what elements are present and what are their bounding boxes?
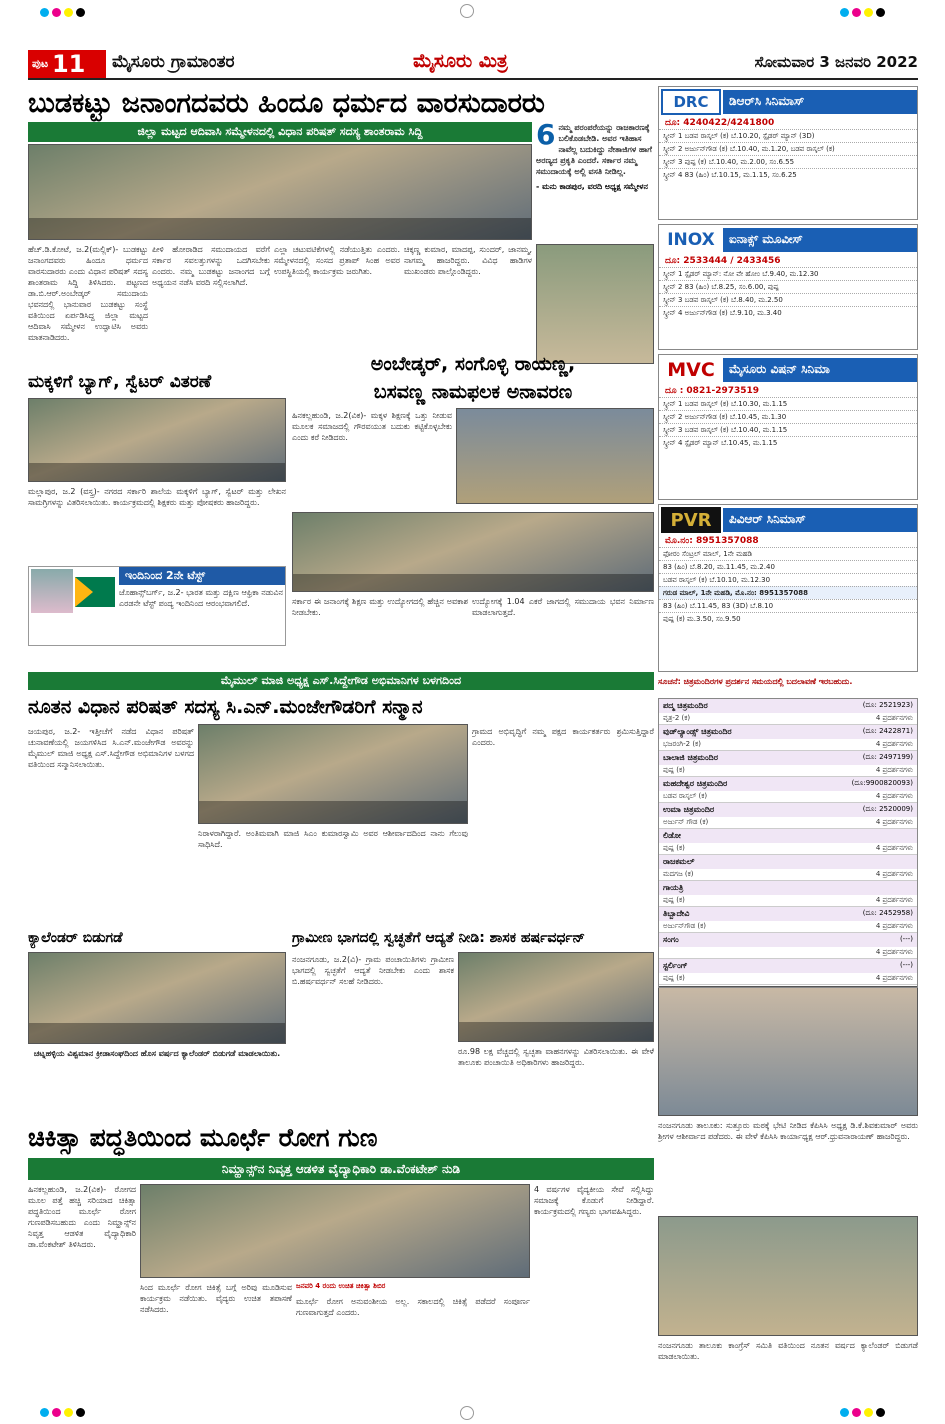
mvc-logo: MVC <box>667 359 715 381</box>
registration-target-icon <box>460 1406 474 1420</box>
cinema-box <box>658 86 918 220</box>
statue-photo <box>456 408 654 504</box>
theatre-phone: (---) <box>899 961 913 969</box>
issue-date: ಸೋಮವಾರ 3 ಜನವರಿ 2022 <box>754 53 918 71</box>
story-note: ಜನವರಿ 4 ರಂದು ಉಚಿತ ಚಿಕಿತ್ಸಾ ಶಿಬಿರ <box>296 1282 386 1290</box>
show-count: 4 ಪ್ರದರ್ಶನಗಳು <box>875 948 913 956</box>
show-count: 4 ಪ್ರದರ್ಶನಗಳು <box>875 714 913 722</box>
showtime-row: ಫೋರಂ ಸೆಂಟ್ರಲ್ ಮಾಲ್, 1ನೇ ಮಹಡಿ <box>659 547 917 560</box>
movie-name: ಅರ್ಜುನ್ ಗೌಡ (ಕ) <box>663 818 709 826</box>
health-camp-photo <box>140 1184 530 1278</box>
photo-caption: ನಂಜನಗೂಡು ತಾಲೂಕು ಕಾಂಗ್ರೆಸ್ ಸಮಿತಿ ವತಿಯಿಂದ ನೂತನ ವರ್ಷದ ಕ್ಯಾಲೆಂಡರ್ ಬಿಡುಗಡೆ ಮಾಡಲಾಯಿತು. <box>658 1341 918 1361</box>
show-count: 4 ಪ್ರದರ್ಶನಗಳು <box>875 844 913 852</box>
story-body: ಸರ್ಕಾರ ಈ ಜನಾಂಗಕ್ಕೆ ಶಿಕ್ಷಣ ಮತ್ತು ಉದ್ಯೋಗದಲ್ಲಿ ಹೆಚ್ಚಿನ ಅವಕಾಶ ನೀಡಬೇಕು. <box>292 597 468 617</box>
story-headline: ಬಸವಣ್ಣ ನಾಮಫಲಕ ಅನಾವರಣ <box>373 381 573 403</box>
section-title: ಮೈಸೂರು ಗ್ರಾಮಾಂತರ <box>112 52 235 72</box>
event-photo <box>536 244 654 364</box>
quote-author: - ಮನು ಕಾಡಪುರ, ವರದಿ ಅಧ್ಯಕ್ಷ ಸಮ್ಮೇಳನ <box>536 182 648 191</box>
show-count: 4 ಪ್ರದರ್ಶನಗಳು <box>875 974 913 982</box>
story-body: ಸಿಂದ ಮೂರ್ಛೆ ರೋಗ ಚಿಕಿತ್ಸೆ ಬಗ್ಗೆ ಅರಿವು ಮೂಡಿಸುವ ಕಾರ್ಯಕ್ರಮ ನಡೆಯಿತು. ವೈದ್ಯರು ಉಚಿತ ತಪಾಸಣೆ ನಡೆಸಿದರು. <box>140 1283 292 1314</box>
cinema-name: ಡಿಆರ್‌ಸಿ ಸಿನಿಮಾಸ್ <box>723 90 917 114</box>
theatre-list <box>658 698 918 988</box>
group-photo <box>292 512 654 592</box>
story-body: ಗ್ರಾಮದ ಅಭಿವೃದ್ಧಿಗೆ ನಮ್ಮ ಪಕ್ಷದ ಕಾರ್ಯಕರ್ತರು ಶ್ರಮಿಸುತ್ತಿದ್ದಾರೆ ಎಂದರು. <box>472 727 654 747</box>
page-number: 11 <box>51 50 86 78</box>
story-body: ಉದ್ಯೋಗಕ್ಕೆ 1.04 ಎಕರೆ ಜಾಗದಲ್ಲಿ ಸಮುದಾಯ ಭವನ ನಿರ್ಮಾಣ ಮಾಡಲಾಗುತ್ತದೆ. <box>472 597 654 617</box>
theatre-phone: (ದೂ: 2452958) <box>862 909 913 917</box>
theatre-phone: (---) <box>899 935 913 943</box>
story-headline: ಕ್ಯಾಲೆಂಡರ್ ಬಿಡುಗಡೆ <box>28 930 123 946</box>
masthead <box>28 48 918 80</box>
movie-name: ಪುಷ್ಪ (ಕ) <box>663 766 685 774</box>
cinema-name: ಮೈಸೂರು ವಿಷನ್ ಸಿನಿಮಾ <box>723 358 917 382</box>
page-label: ಪುಟ <box>32 57 49 70</box>
movie-name: ಅರ್ಜುನ್‌ಗೌಡ (ಕ) <box>663 922 707 930</box>
calendar-release-photo <box>28 952 286 1044</box>
theatre-phone: (ದೂ: 2521923) <box>862 701 913 709</box>
showtime-row: ಪುಷ್ಪ (ಕ) ಮ.3.50, ಸಂ.9.50 <box>659 612 917 625</box>
list-item <box>659 855 917 881</box>
theatre-name: ಮಹದೇಶ್ವರ ಚಿತ್ರಮಂದಿರ <box>663 779 728 788</box>
showtime-row: 83 (ಹಿಂ) ಬೆ.11.45, 83 (3D) ಬೆ.8.10 <box>659 599 917 612</box>
story-body: 4 ವರ್ಷಗಳ ವೈದ್ಯಕೀಯ ಸೇವೆ ಸಲ್ಲಿಸಿದ್ದು ಸಮಾಜಕ್ಕೆ ಕೊಡುಗೆ ನೀಡಿದ್ದಾರೆ. ಕಾರ್ಯಕ್ರಮದಲ್ಲಿ ಗಣ್ಯರು ಭಾಗವಹಿಸಿದ್ದರು. <box>534 1185 654 1216</box>
theatre-name: ತಿಬ್ಬಾದೇವಿ <box>663 909 690 918</box>
list-item <box>659 725 917 751</box>
color-registration-marks <box>40 1408 85 1417</box>
theatre-phone: (ದೂ: 2520009) <box>862 805 913 813</box>
list-item <box>659 751 917 777</box>
showtime-row: ಗರುಡ ಮಾಲ್, 1ನೇ ಮಹಡಿ, ಮೊ.ನಂ: 8951357088 <box>659 586 917 599</box>
story-body: ಜೊಹಾನ್ಸ್‌ಬರ್ಗ್, ಜ.2- ಭಾರತ ಮತ್ತು ದಕ್ಷಿಣ ಆಫ್ರಿಕಾ ನಡುವಿನ ಎರಡನೇ ಟೆಸ್ಟ್ ಪಂದ್ಯ ಇಂದಿನಿಂದ ಆರಂಭವಾಗಲಿದೆ. <box>119 588 283 608</box>
event-photo <box>28 144 532 240</box>
show-count: 4 ಪ್ರದರ್ಶನಗಳು <box>875 896 913 904</box>
theatre-phone: (ದೂ: 2422871) <box>862 727 913 735</box>
story-body: ಹಿನಕಲ್ಲಹುಂಡಿ, ಜ.2(ವಿಕ)- ಮಕ್ಕಳ ಶಿಕ್ಷಣಕ್ಕೆ ಒತ್ತು ನೀಡುವ ಮೂಲಕ ಸಮಾಜದಲ್ಲಿ ಗೌರವಯುತ ಬದುಕು ಕಟ್ಟಿಕೊಳ್ಳಬೇಕು ಎಂದು ಕರೆ ನೀಡಿದರು. <box>292 411 452 442</box>
theatre-name: ಲಿಡೋ <box>663 831 681 840</box>
story-body: ಹಿನಕಲ್ಲಹುಂಡಿ, ಜ.2(ವಿಕ)- ರೋಗದ ಮೂಲ ಪತ್ತೆ ಹಚ್ಚಿ ಸರಿಯಾದ ಚಿಕಿತ್ಸಾ ಪದ್ಧತಿಯಿಂದ ಮೂರ್ಛೆ ರೋಗ ಗುಣಪಡಿಸಬಹುದು ಎಂದು ನಿಮ್ಹಾನ್ಸ್‌ನ ನಿವೃತ್ತ ಆಡಳಿತ ವೈದ್ಯಾಧಿಕಾರಿ ಡಾ.ವೆಂಕಟೇಶ್ ತಿಳಿಸಿದರು. <box>28 1185 136 1249</box>
cinema-name: ಐನಾಕ್ಸ್ ಮೂವೀಸ್ <box>723 228 917 252</box>
students-photo <box>28 398 286 482</box>
pvr-logo: PVR <box>661 507 721 533</box>
theatre-name: ರಾಜಕಮಲ್ <box>663 857 695 866</box>
page-number-badge <box>28 50 106 78</box>
story-headline: ಚಿಕಿತ್ಸಾ ಪದ್ಧತಿಯಿಂದ ಮೂರ್ಛೆ ರೋಗ ಗುಣ <box>28 1123 378 1152</box>
cinema-phone: ದೂ: 2533444 / 2433456 <box>665 256 781 266</box>
movie-name: ಭಜರಂಗಿ-2 (ಕ) <box>663 740 701 748</box>
quote-text: ನಮ್ಮ ಪರಂಪರೆಯನ್ನು ರಾಜಕಾರಣಕ್ಕೆ ಬಲಿಕೊಡಬೇಡಿ. ಅವರ ಇತಿಹಾಸ ನಾವೆಲ್ಲ ಬದುಕಿದ್ದು ನೇತಾಜಿಗಳ ಹಾಗೆ ಅರಣ್ಯದ ಪ್ರಕೃತಿ ಎಂದರೆ. ಸರ್ಕಾರ ನಮ್ಮ ಸಮುದಾಯಕ್ಕೆ ಅಲ್ಲಿ ವಸತಿ ನೀಡಿಲ್ಲ. <box>536 123 652 176</box>
showtime-row: ಸ್ಕ್ರೀನ್ 2 ಅರ್ಜುನ್‌ಗೌಡ (ಕ) ಬೆ.10.40, ಮ.1.20, ಬಡವ ರಾಸ್ಕಲ್ (ಕ) <box>659 142 917 155</box>
showtime-row: ಸ್ಕ್ರೀನ್ 4 83 (ಹಿಂ) ಬೆ.10.15, ಮ.1.15, ಸಂ.6.25 <box>659 168 917 181</box>
cinema-box <box>658 504 918 672</box>
cinema-box <box>658 224 918 350</box>
quote-mark-icon: 6 <box>536 122 556 151</box>
movie-name: ಪುಷ್ಪ (ಕ) <box>663 844 685 852</box>
story-body: ನಂಜನಗೂಡು, ಜ.2(ವಿ)- ಗ್ರಾಮ ಪಂಚಾಯಿತಿಗಳು ಗ್ರಾಮೀಣ ಭಾಗದಲ್ಲಿ ಸ್ವಚ್ಛತೆಗೆ ಆದ್ಯತೆ ನೀಡಬೇಕು ಎಂದು ಶಾಸಕ ಬಿ.ಹರ್ಷವರ್ಧನ್ ಸಲಹೆ ನೀಡಿದರು. <box>292 955 454 986</box>
movie-name: ವೃತ್ರ-2 (ಕ) <box>663 714 691 722</box>
list-item <box>659 803 917 829</box>
color-registration-marks <box>40 8 85 17</box>
list-item <box>659 881 917 907</box>
story-body: ಜಯಪುರ, ಜ.2- ಇತ್ತೀಚೆಗೆ ನಡೆದ ವಿಧಾನ ಪರಿಷತ್ ಚುನಾವಣೆಯಲ್ಲಿ ಜಯಗಳಿಸಿದ ಸಿ.ಎನ್.ಮಂಜೇಗೌಡ ಅವರನ್ನು ಮೈಮುಲ್ ಮಾಜಿ ಅಧ್ಯಕ್ಷ ಎಸ್.ಸಿದ್ದೇಗೌಡ ಅಭಿಮಾನಿಗಳ ಬಳಗದ ವತಿಯಿಂದ ಸನ್ಮಾನಿಸಲಾಯಿತು. <box>28 727 194 769</box>
story-body: ರೂ.98 ಲಕ್ಷ ವೆಚ್ಚದಲ್ಲಿ ಸ್ವಚ್ಛತಾ ವಾಹನಗಳನ್ನು ವಿತರಿಸಲಾಯಿತು. ಈ ವೇಳೆ ತಾಲೂಕು ಪಂಚಾಯಿತಿ ಅಧಿಕಾರಿಗಳು ಹಾಜರಿದ್ದರು. <box>458 1047 654 1067</box>
show-count: 4 ಪ್ರದರ್ಶನಗಳು <box>875 870 913 878</box>
story-subhead-banner: ಜಿಲ್ಲಾ ಮಟ್ಟದ ಆದಿವಾಸಿ ಸಮ್ಮೇಳನದಲ್ಲಿ ವಿಧಾನ ಪರಿಷತ್ ಸದಸ್ಯ ಶಾಂತರಾಮ ಸಿದ್ದಿ <box>28 122 532 142</box>
south-africa-flag-icon <box>75 577 115 607</box>
notice-text: ಸೂಚನೆ: ಚಿತ್ರಮಂದಿರಗಳ ಪ್ರದರ್ಶನ ಸಮಯದಲ್ಲಿ ಬದಲಾವಣೆ ಇರಬಹುದು. <box>658 677 853 686</box>
newspaper-logo: ಮೈಸೂರು ಮಿತ್ರ <box>413 50 508 72</box>
list-item <box>659 959 917 985</box>
cinema-listings <box>658 86 918 1136</box>
player-photo <box>31 569 73 613</box>
registration-target-icon <box>460 4 474 18</box>
movie-name: ಪುಷ್ಪ (ಕ) <box>663 974 685 982</box>
showtime-row: ಸ್ಕ್ರೀನ್ 4 ಸ್ಪೈಡರ್ ಮ್ಯಾನ್ ಬೆ.10.45, ಮ.1.15 <box>659 436 917 449</box>
list-item <box>659 907 917 933</box>
showtime-row: ಸ್ಕ್ರೀನ್ 1 ಬಡವ ರಾಸ್ಕಲ್ (ಕ) ಬೆ.10.20, ಸ್ಪೈಡರ್ ಮ್ಯಾನ್ (3D) <box>659 129 917 142</box>
story-headline: ಗ್ರಾಮೀಣ ಭಾಗದಲ್ಲಿ ಸ್ವಚ್ಛತೆಗೆ ಆದ್ಯತೆ ನೀಡಿ: ಶಾಸಕ ಹರ್ಷವರ್ಧನ್ <box>292 930 585 946</box>
cinema-box <box>658 354 918 500</box>
showtime-row: ಸ್ಕ್ರೀನ್ 2 83 (ಹಿಂ) ಬೆ.8.25, ಸಂ.6.00, ಪುಷ್ಪ <box>659 280 917 293</box>
list-item <box>659 699 917 725</box>
theatre-name: ಬಾಲಾಜಿ ಚಿತ್ರಮಂದಿರ <box>663 753 718 762</box>
showtime-row: ಸ್ಕ್ರೀನ್ 3 ಬಡವ ರಾಸ್ಕಲ್ (ಕ) ಬೆ.8.40, ಮ.2.50 <box>659 293 917 306</box>
showtime-row: ಸ್ಕ್ರೀನ್ 3 ಬಡವ ರಾಸ್ಕಲ್ (ಕ) ಬೆ.10.40, ಮ.1.15 <box>659 423 917 436</box>
story-body: ಮಲ್ಲಾಪುರ, ಜ.2 (ವಸ್ತ್ರ)- ನಗರದ ಸರ್ಕಾರಿ ಶಾಲೆಯ ಮಕ್ಕಳಿಗೆ ಬ್ಯಾಗ್, ಸ್ವೆಟರ್ ಮತ್ತು ಲೇಖನ ಸಾಮಗ್ರಿಗಳನ್ನು ವಿತರಿಸಲಾಯಿತು. ಕಾರ್ಯಕ್ರಮದಲ್ಲಿ ಶಿಕ್ಷಕರು ಮತ್ತು ಪೋಷಕರು ಹಾಜರಿದ್ದರು. <box>28 487 286 507</box>
theatre-name: ಸ್ಟರ್ಲಿಂಗ್ <box>663 961 688 970</box>
color-registration-marks <box>840 1408 885 1417</box>
showtime-row: ಸ್ಕ್ರೀನ್ 1 ಸ್ಪೈಡರ್ ಮ್ಯಾನ್: ನೋ ವೇ ಹೋಂ ಬೆ.9.40, ಮ.12.30 <box>659 267 917 280</box>
cinema-phone: ಮೊ.ನಂ: 8951357088 <box>665 536 759 546</box>
theatre-phone: (ದೂ: 2497199) <box>862 753 913 761</box>
story-body: ಚಿಕ್ಕಣ್ಣ ಕುಮಾರ, ಮಾದಪ್ಪ, ಸುಂದರ್, ಜಾನಮ್ಮ, ನಾಗಮ್ಮ ಹಾಜರಿದ್ದರು. ವಿವಿಧ ಹಾಡಿಗಳ ಮುಖಂಡರು ಪಾಲ್ಗೊಂಡಿದ್ದರು. <box>404 245 532 276</box>
story-headline: ಅಂಬೇಡ್ಕರ್, ಸಂಗೊಳ್ಳಿ ರಾಯಣ್ಣ, <box>370 353 576 375</box>
show-count: 4 ಪ್ರದರ್ಶನಗಳು <box>875 922 913 930</box>
photo-caption: ಚಟ್ನಹಳ್ಳಿಯ ವಿಶ್ವಮಾನ ಕ್ರೀಡಾಸಂಘದಿಂದ ಹೊಸ ವರ್ಷದ ಕ್ಯಾಲೆಂಡರ್ ಬಿಡುಗಡೆ ಮಾಡಲಾಯಿತು. <box>33 1049 281 1058</box>
story-body: ನಿರಾಳರಾಗಿದ್ದಾರೆ. ಅಂತಿಮವಾಗಿ ಮಾಜಿ ಸಿಎಂ ಕುಮಾರಸ್ವಾಮಿ ಅವರ ಆಶೀರ್ವಾದದಿಂದ ನಾನು ಗೆಲುವು ಸಾಧಿಸಿದೆ. <box>198 829 468 849</box>
theatre-name: ಪದ್ಮ ಚಿತ್ರಮಂದಿರ <box>663 701 708 710</box>
theatre-name: ಉಮಾ ಚಿತ್ರಮಂದಿರ <box>663 805 715 814</box>
quote-box <box>536 122 654 242</box>
showtime-row: 83 (ಹಿಂ) ಬೆ.8.20, ಮ.11.45, ಮ.2.40 <box>659 560 917 573</box>
photo-caption: ನಂಜನಗೂಡು ತಾಲೂಕು: ಸುತ್ತೂರು ಮಠಕ್ಕೆ ಭೇಟಿ ನೀಡಿದ ಕೆಪಿಸಿಸಿ ಅಧ್ಯಕ್ಷ ಡಿ.ಕೆ.ಶಿವಕುಮಾರ್ ಅವರು ಶ್ರೀಗಳ ಆಶೀರ್ವಾದ ಪಡೆದರು. ಈ ವೇಳೆ ಕೆಪಿಸಿಸಿ ಕಾರ್ಯಾಧ್ಯಕ್ಷ ಆರ್.ಧ್ರುವನಾರಾಯಣ್ ಹಾಜರಿದ್ದರು. <box>658 1121 918 1141</box>
list-item <box>659 829 917 855</box>
story-body: ಪೀಳಿ ಹೋರಾಡಿದ ಸಮುದಾಯದ ವರೆಗೆ ಸರ್ಕಾರ ಸವಲತ್ತುಗಳನ್ನು ಒದಗಿಸಬೇಕು ಎಂದರು. ನಮ್ಮ ಬುಡಕಟ್ಟು ಜನಾಂಗದ ಬಗ್ಗೆ ಅಧ್ಯಯನ ನಡೆಸಿ ವರದಿ ಸಲ್ಲಿಸಲಾಗಿದೆ. <box>152 245 270 287</box>
story-headline: ನೂತನ ವಿಧಾನ ಪರಿಷತ್ ಸದಸ್ಯ ಸಿ.ಎನ್.ಮಂಜೇಗೌಡರಿಗೆ ಸನ್ಮಾನ <box>28 696 423 718</box>
show-count: 4 ಪ್ರದರ್ಶನಗಳು <box>875 766 913 774</box>
story-body: ಎಲ್ಲಾ ಚಟುವಟಿಕೆಗಳಲ್ಲಿ ನಡೆಯುತ್ತಿತು ಎಂದರು. ಸಮ್ಮೇಳನದಲ್ಲಿ ಸಂಸದ ಪ್ರತಾಪ್ ಸಿಂಹ ಅವರ ಉಪಸ್ಥಿತಿಯಲ್ಲಿ ಕಾರ್ಯಕ್ರಮ ಜರುಗಿತು. <box>274 245 400 276</box>
showtime-row: ಸ್ಕ್ರೀನ್ 4 ಅರ್ಜುನ್‌ಗೌಡ (ಕ) ಬೆ.9.10, ಮ.3.40 <box>659 306 917 319</box>
story-body: ಹೆಚ್.ಡಿ.ಕೋಟೆ, ಜ.2(ಮಲ್ಲಿಕ್)- ಬುಡಕಟ್ಟು ಜನಾಂಗದವರು ಹಿಂದೂ ಧರ್ಮದ ವಾರಸುದಾರರು ಎಂದು ವಿಧಾನ ಪರಿಷತ್ ಸದಸ್ಯ ಶಾಂತರಾಮ ಸಿದ್ದಿ ತಿಳಿಸಿದರು. ಪಟ್ಟಣದ ಡಾ.ಬಿ.ಆರ್.ಅಂಬೇಡ್ಕರ್ ಸಮುದಾಯ ಭವನದಲ್ಲಿ ಭಾನುವಾರ ಬುಡಕಟ್ಟು ಸಂಸ್ಥೆ ವತಿಯಿಂದ ಏರ್ಪಡಿಸಿದ್ದ ಜಿಲ್ಲಾ ಮಟ್ಟದ ಆದಿವಾಸಿ ಸಮ್ಮೇಳನ ಉದ್ಘಾಟಿಸಿ ಅವರು ಮಾತನಾಡಿದರು. <box>28 245 148 342</box>
story-subhead-banner: ನಿಮ್ಹಾನ್ಸ್‌ನ ನಿವೃತ್ತ ಆಡಳಿತ ವೈದ್ಯಾಧಿಕಾರಿ ಡಾ.ವೆಂಕಟೇಶ್ ನುಡಿ <box>28 1158 654 1180</box>
felicitation-photo <box>198 724 468 824</box>
showtime-row: ಸ್ಕ್ರೀನ್ 2 ಅರ್ಜುನ್‌ಗೌಡ (ಕ) ಬೆ.10.45, ಮ.1.30 <box>659 410 917 423</box>
movie-name: ಮದಗಜ (ಕ) <box>663 870 694 878</box>
theatre-phone: (ದೂ:9900820093) <box>851 779 913 787</box>
story-headline: ಬುಡಕಟ್ಟು ಜನಾಂಗದವರು ಹಿಂದೂ ಧರ್ಮದ ವಾರಸುದಾರರು <box>28 88 545 119</box>
story-headline: ಇಂದಿನಿಂದ 2ನೇ ಟೆಸ್ಟ್ <box>119 567 285 585</box>
story-body: ಮೂರ್ಛೆ ರೋಗ ಅನುವಂಶೀಯ ಅಲ್ಲ. ಸಕಾಲದಲ್ಲಿ ಚಿಕಿತ್ಸೆ ಪಡೆದರೆ ಸಂಪೂರ್ಣ ಗುಣವಾಗುತ್ತದೆ ಎಂದರು. <box>296 1297 530 1317</box>
drc-logo: DRC <box>661 89 721 115</box>
story-headline: ಮಕ್ಕಳಿಗೆ ಬ್ಯಾಗ್, ಸ್ವೆಟರ್ ವಿತರಣೆ <box>28 372 212 392</box>
cricket-box <box>28 566 286 646</box>
showtime-row: ಸ್ಕ್ರೀನ್ 1 ಬಡವ ರಾಸ್ಕಲ್ (ಕ) ಬೆ.10.30, ಮ.1.15 <box>659 397 917 410</box>
show-count: 4 ಪ್ರದರ್ಶನಗಳು <box>875 818 913 826</box>
story-subhead-banner: ಮೈಮುಲ್ ಮಾಜಿ ಅಧ್ಯಕ್ಷ ಎಸ್.ಸಿದ್ದೇಗೌಡ ಅಭಿಮಾನಿಗಳ ಬಳಗದಿಂದ <box>28 672 654 690</box>
theatre-name: ವುಡ್‌ಲ್ಯಾಂಡ್ಸ್ ಚಿತ್ರಮಂದಿರ <box>663 727 732 736</box>
movie-name: ಬಡವ ರಾಸ್ಕಲ್ (ಕ) <box>663 792 708 800</box>
color-registration-marks <box>840 8 885 17</box>
theatre-name: ಗಾಯತ್ರಿ <box>663 883 684 892</box>
movie-name: ಪುಷ್ಪ (ಕ) <box>663 896 685 904</box>
showtime-row: ಬಡವ ರಾಸ್ಕಲ್ (ಕ) ಬೆ.10.10, ಮ.12.30 <box>659 573 917 586</box>
list-item <box>659 933 917 959</box>
cinema-name: ಪಿವಿಆರ್ ಸಿನಿಮಾಸ್ <box>723 508 917 532</box>
showtime-row: ಸ್ಕ್ರೀನ್ 3 ಪುಷ್ಪ (ಕ) ಬೆ.10.40, ಮ.2.00, ಸಂ.6.55 <box>659 155 917 168</box>
inox-logo: INOX <box>667 230 715 250</box>
show-count: 4 ಪ್ರದರ್ಶನಗಳು <box>875 792 913 800</box>
theatre-name: ಸಂಗಂ <box>663 935 679 944</box>
cinema-phone: ದೂ : 0821-2973519 <box>665 386 760 396</box>
cinema-phone: ದೂ: 4240422/4241800 <box>665 118 775 128</box>
calendar-release-photo <box>658 1216 918 1336</box>
mla-photo <box>458 952 654 1042</box>
list-item <box>659 777 917 803</box>
show-count: 4 ಪ್ರದರ್ಶನಗಳು <box>875 740 913 748</box>
